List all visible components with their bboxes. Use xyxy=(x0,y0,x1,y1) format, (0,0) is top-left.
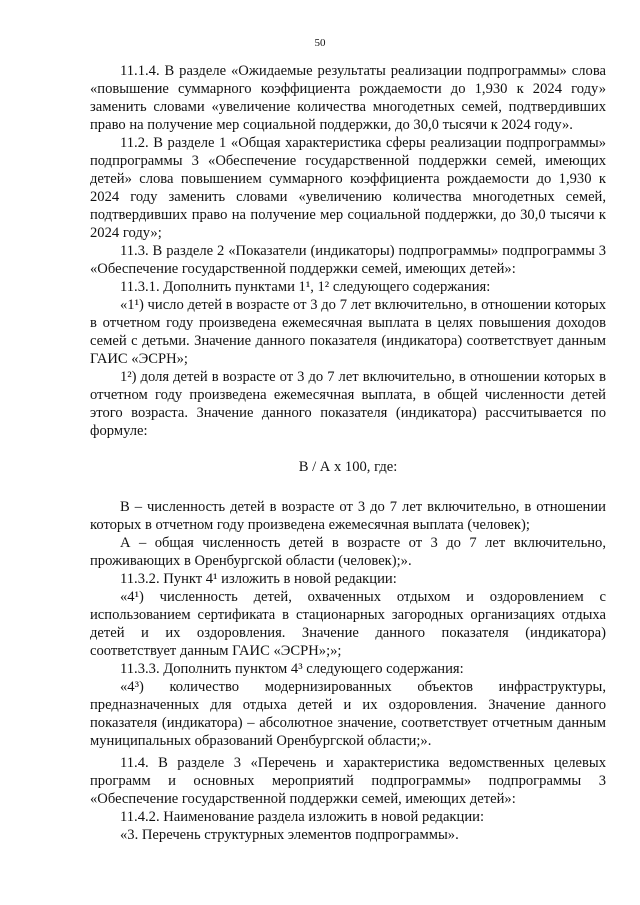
paragraph-definition-b: В – численность детей в возрасте от 3 до 7 лет включительно, в отношении которых в отчетном году произведена ежемесячная выплата (человек); xyxy=(90,499,606,533)
paragraph-item-4-1: «4¹) численность детей, охваченных отдыхом и оздоровлением с использованием сертификата в стационарных загородных организациях отдыха детей и их оздоровления. Значение данного показателя (индикатора) соответствует данным ГАИС «ЭСРН»;»; xyxy=(90,589,606,659)
document-body xyxy=(90,62,606,844)
paragraph-11-2: 11.2. В разделе 1 «Общая характеристика сферы реализации подпрограммы» подпрограммы 3 «Обеспечение государственной поддержки семей, имеющих детей» слова повышением суммарного коэффициента рождаемости до 1,930 к 2024 году заменить словами «увеличению количества многодетных семей, подтвердивших право на получение мер социальной поддержки, до 30,0 тысячи к 2024 году»; xyxy=(90,135,606,241)
paragraph-item-4-3: «4³) количество модернизированных объектов инфраструктуры, предназначенных для отдыха детей и их оздоровления. Значение данного показателя (индикатора) – абсолютное значение, соответствует отчетным данным муниципальных образований Оренбургской области;». xyxy=(90,679,606,749)
paragraph-11-3-3: 11.3.3. Дополнить пунктом 4³ следующего содержания: xyxy=(120,661,464,677)
paragraph-11-3-2: 11.3.2. Пункт 4¹ изложить в новой редакции: xyxy=(120,571,397,587)
paragraph-11-3: 11.3. В разделе 2 «Показатели (индикаторы) подпрограммы» подпрограммы 3 «Обеспечение государственной поддержки семей, имеющих детей»: xyxy=(90,243,606,277)
paragraph-11-1-4: 11.1.4. В разделе «Ожидаемые результаты реализации подпрограммы» слова «повышение суммарного коэффициента рождаемости до 1,930 к 2024 году» заменить словами «увеличение количества многодетных семей, подтвердивших право на получение мер социальной поддержки, до 30,0 тысячи к 2024 году». xyxy=(90,63,606,133)
paragraph-item-1-1: «1¹) число детей в возрасте от 3 до 7 лет включительно, в отношении которых в отчетном году произведена ежемесячная выплата в целях повышения доходов семей с детьми. Значение данного показателя (индикатора) соответствует данным ГАИС «ЭСРН»; xyxy=(90,297,606,367)
formula: В / А х 100, где: xyxy=(298,459,398,475)
paragraph-item-1-2: 1²) доля детей в возрасте от 3 до 7 лет включительно, в отношении которых в отчетном году произведена ежемесячная выплата, в общей численности детей этого возраста. Значение данного показателя (индикатора) рассчитывается по формуле: xyxy=(90,369,606,439)
paragraph-11-4: 11.4. В разделе 3 «Перечень и характеристика ведомственных целевых программ и основных мероприятий подпрограммы» подпрограммы 3 «Обеспечение государственной поддержки семей, имеющих детей»: xyxy=(90,755,606,807)
paragraph-definition-a: А – общая численность детей в возрасте от 3 до 7 лет включительно, проживающих в Оренбургской области (человек);». xyxy=(90,535,606,569)
paragraph-11-3-1: 11.3.1. Дополнить пунктами 1¹, 1² следующего содержания: xyxy=(120,279,491,295)
paragraph-section-title: «3. Перечень структурных элементов подпрограммы». xyxy=(120,827,459,843)
page-number: 50 xyxy=(314,37,326,49)
paragraph-11-4-2: 11.4.2. Наименование раздела изложить в новой редакции: xyxy=(120,809,485,825)
